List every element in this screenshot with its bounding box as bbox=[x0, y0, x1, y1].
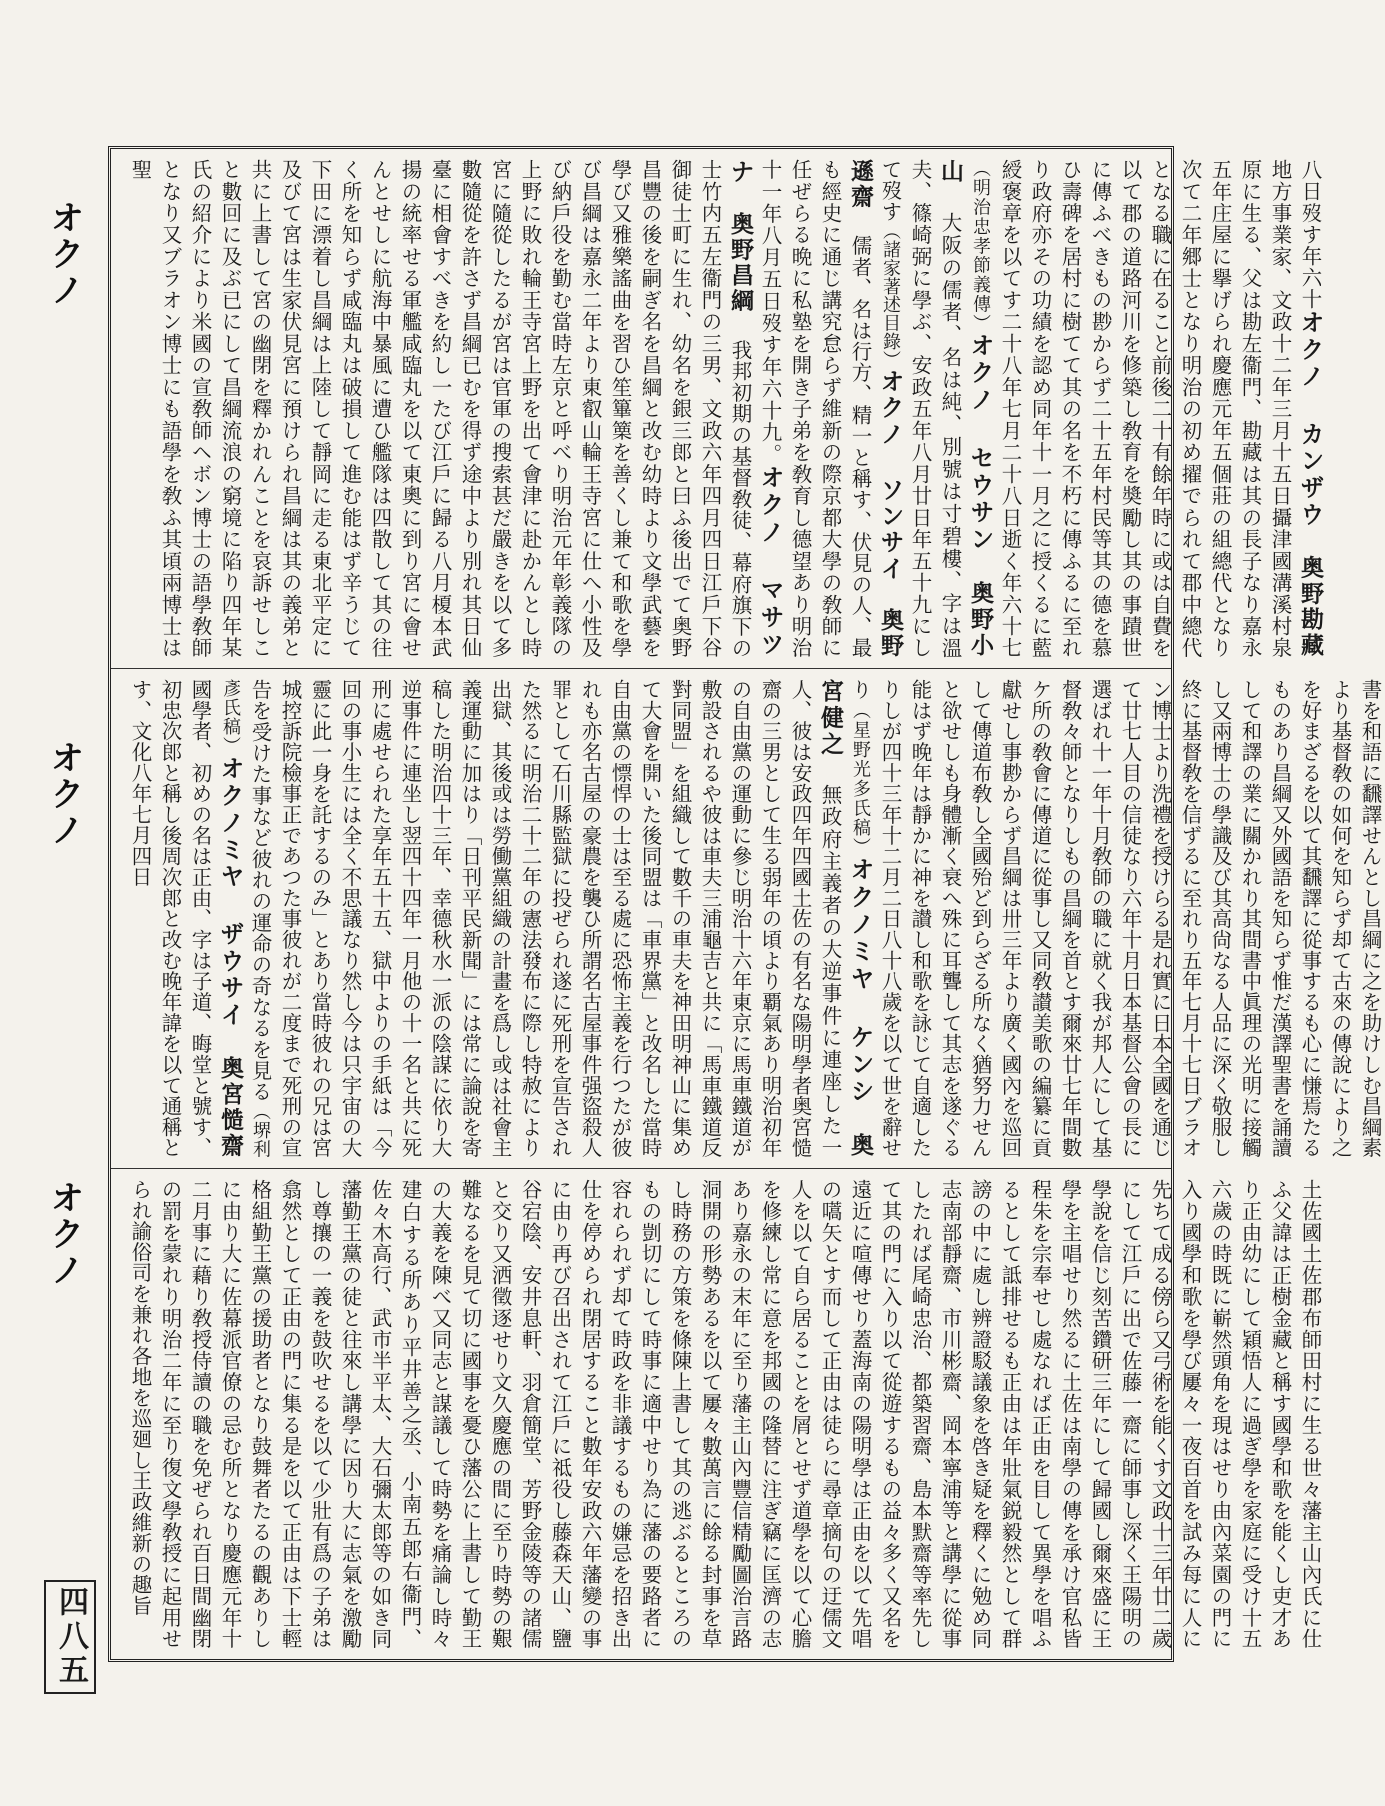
entry-source-note: （明治忠孝節義傳） bbox=[970, 159, 991, 334]
entry-body: 無政府主義者の大逆事件に連座した一人、彼は安政四年四國土佐の有名な陽明學者奥宮慥齋の三男として生る弱年の頃より覇氣あり明治初年の自由黨の運動に參じ明治十六年東京に馬車鐵道が敷設されるや彼は車夫三浦龜吉と共に「馬車鐵道反對同盟」を組織して數千の車夫を神田明神山に集めて大會を開いた後同盟は「車界黨」と改名した當時自由黨の慓悍の士は至る處に恐怖主義を行つたが彼れも亦名古屋の豪農を襲ひ所謂名古屋事件强盜殺人罪として石川縣監獄に投ぜられ遂に死刑を宣告された然るに明治二十二年の憲法發布に際し特赦により出獄、其後或は勞働黨組織の計畫を爲し或は社會主義運動に加はり「日刊平民新聞」には常に論說を寄稿した明治四十三年、幸德秋水一派の陰謀に依り大逆事件に連坐し翌四十四年一月他の十一名と共に死刑に處せられた享年五十五、獄中よりの手紙は「今回の事小生には全く不思議なり然し今は只宇宙の大靈に此一身を託するのみ」とあり當時彼れの兄は宮城控訴院檢事正であつた事彼れが二度まで死刑の宣告を受けた事など彼れの運命の奇なるを見る bbox=[248, 679, 842, 1158]
running-head-1: オクノ bbox=[44, 200, 84, 308]
entry-heading: オクノ セウサン bbox=[966, 333, 994, 581]
entry-heading: オクノ ソンサイ bbox=[876, 368, 904, 608]
entry-source-note: （星野光多氏稿） bbox=[850, 701, 871, 857]
entry-person-name: 奥宮慥齋 bbox=[217, 1055, 244, 1184]
biography-entry bbox=[968, 159, 1322, 683]
biography-entry bbox=[1298, 159, 1322, 310]
biography-entry bbox=[218, 679, 872, 1158]
entry-heading: オクノ マサツナ bbox=[726, 159, 784, 659]
text-band-bottom bbox=[111, 1169, 1322, 1659]
entry-body: 儒者、名は行方、精一と稱す、伏見の人、最も經史に通じ講究怠らず維新の際京都大學の敎師に任ぜらる晩に私塾を開き子弟を敎育し德望あり明治十一年八月五日歿す年六十九。 bbox=[758, 159, 872, 659]
page-number: 四八五 bbox=[44, 1580, 96, 1694]
column-block-bottom bbox=[125, 1179, 1325, 1649]
entry-body: 書を和語に飜譯せんとし昌綱に之を助けしむ昌綱素より基督敎の如何を知らず却て古來の傳說により之を好まざるを以て其飜譯に從事するも心に慊焉たるものあり昌綱又外國語を知らず惟だ漢譯聖書を誦讀して和譯の業に關かれり其間書中眞理の光明に接觸し又兩博士の學識及び其高尙なる人品に深く敬服し終に基督敎を信ずるに至れり五年七月十七日ブラオン博士より洗禮を授けらる是れ實に日本全國を通じて廿七人目の信徒なり六年十月日本基督公會の長に選ばれ十一年十月敎師の職に就く我が邦人にして基督敎々師となりしもの昌綱を首とす爾來廿七年間數ケ所の敎會に傳道に從事し又同敎讃美歌の編纂に貢獻せし事尠からず昌綱は卅三年より廣く國內を巡回して傳道布敎し全國殆ど到らざる所なく猶努力せんと欲せしも身體漸く衰へ殊に耳聾して其志を遂ぐる能はず晚年は靜かに神を讃し和歌を詠じて自適したりしが四十三年十二月二日八十八歲を以て世を辭せり bbox=[848, 679, 1382, 1158]
entry-source-note: （諸家著述目錄） bbox=[880, 221, 901, 369]
column-block-middle bbox=[125, 679, 1385, 1184]
entry-heading: オクノミヤ ケンシ bbox=[846, 857, 874, 1133]
biography-entry bbox=[848, 679, 1382, 1158]
entry-source-note: （堺利彥氏稿） bbox=[220, 679, 271, 1158]
text-frame bbox=[108, 146, 1382, 1662]
entry-person-name: 奥野小山 bbox=[937, 159, 994, 659]
column-block-top bbox=[125, 159, 1325, 684]
entry-heading: オクノミヤ ザウサイ bbox=[216, 755, 244, 1056]
biography-entry bbox=[128, 1179, 1322, 1649]
running-head-3: オクノ bbox=[44, 1180, 84, 1288]
biography-entry bbox=[128, 159, 782, 658]
text-band-middle bbox=[111, 669, 1382, 1184]
text-band-top bbox=[111, 149, 1324, 684]
running-head-2: オクノ bbox=[44, 740, 84, 848]
entry-body: 大阪の儒者、名は純、別號は寸碧樓、字は溫夫、篠崎弼に學ぶ、安政五年八月廿日年五十九にして歿す bbox=[878, 159, 962, 659]
entry-person-name: 奥宮健之 bbox=[817, 679, 874, 1158]
entry-heading: オクノ カンザウ bbox=[1296, 310, 1324, 556]
entry-body: 我邦初期の基督敎徒、幕府旗下の士竹内五左衞門の三男、文政六年四月四日江戶下谷御徒士町に生れ、幼名を銀三郎と曰ふ後出でて奥野昌豐の後を嗣ぎ名を昌綱と改む幼時より文學武藝を學び又雅樂謠曲を習ひ笙篳篥を善くし兼て和歌を學び昌綱は嘉永二年より東叡山輪王寺宮に仕へ小性及び納戶役を勤む當時左京と呼べり明治元年彰義隊の上野に敗れ輪王寺宮上野を出て會津に赴かんとし時宮に隨從したるが宮は官軍の搜索甚だ嚴きを以て多數隨從を許さず昌綱已むを得ず途中より別れ其日仙臺に相會すべきを約し一たび江戶に歸る八月榎本武揚の統率せる軍艦咸臨丸を以て東奧に到り宮に會せんとせしに航海中暴風に遭ひ艦隊は四散して其の往く所を知らず咸臨丸は破損して進む能はず辛うじて下田に漂着し昌綱は上陸して靜岡に走る東北平定に及びて宮は生家伏見宮に預けられ昌綱は其の義弟と共に上書して宮の幽閉を釋かれんことを哀訴せしこと數回に及ぶ已にして昌綱流浪の窮境に陷り四年某氏の紹介により米國の宣敎師ヘボン博士の語學敎師となり又ブラオン博士にも語學を敎ふ其頃兩博士は聖 bbox=[128, 159, 752, 659]
entry-body: 地方事業家、文政十二年三月十五日攝津國溝溪村泉原に生る、父は勘左衞門、勘藏は其の長子なり嘉永五年庄屋に擧げられ慶應元年五個莊の組總代となり次て二年郷士となり明治の初め擢でられて郡中總代となる職に在ること前後二十有餘年時に或は自費を以て郡の道路河川を修築し敎育を奬勵し其の事蹟世に傳ふべきもの尠からず二十五年村民等其の德を慕ひ壽碑を居村に樹てて其の名を不朽に傳ふるに至れり政府亦その功績を認め同年十一月之に授くるに藍綬褒章を以てす二十八年七月二十八日逝く年六十七 bbox=[998, 159, 1292, 658]
entry-body: 八日歿す年六十 bbox=[1298, 159, 1322, 311]
entry-person-name: 奥野遜齋 bbox=[847, 159, 904, 658]
entry-person-name: 奥野昌綱 bbox=[727, 211, 754, 340]
entry-body: 國學者、初めの名は正由、字は子道、晦堂と號す、初忠次郎と稱し後周次郎と改む晚年諱を以て通稱とす、文化八年七月四日 bbox=[128, 679, 212, 1158]
entry-person-name: 奥野勘藏 bbox=[1297, 555, 1324, 684]
entry-body: 土佐國土佐郡布師田村に生る世々藩主山內氏に仕ふ父諱は正樹金藏と稱す國學和歌を能くし吏才あり正由幼にして穎悟人に過ぎ學を家庭に受け十五六歲の時既に嶄然頭角を現はせり由內菜園の門に入り國學和歌を學び屢々一夜百首を試み每に人に先ちて成る傍ら又弓術を能くす文政十三年廿二歲にして江戶に出で佐藤一齋に師事し深く王陽明の學說を信じ刻苦鑽研三年にして歸國し爾來盛に王學を主唱せり然るに土佐は南學の傳を承け官私皆程朱を宗奉せし處なれば正由を目して異學を唱ふるとして詆排せるも正由は年壯氣鋭毅然として群謗の中に處し辨證駁議象を啓き疑を釋くに勉め同志南部靜齋、市川彬齋、岡本寧浦等と講學に從事したれば尾崎忠治、都築習齋、島本默齋等率先して其の門に入り以て從遊するもの益々多く又名を遠近に喧傳せり蓋海南の陽明學は正由を以て先唱の嚆矢とす而して正由は徒らに尋章摘句の迂儒文人を以て自ら居ることを屑とせず道學を以て心膽を修練し常に意を邦國の隆替に注ぎ竊に匡濟の志あり嘉永の末年に至り藩主山內豐信精勵圖治言路洞開の形勢あるを以て屢々數萬言に餘る封事を草し時務の方策を條陳上書して其の逃ぶるところのもの剴切にして時事に適中せり為に藩の要路者に容れられず却て時政を非議するもの嫌忌を招き出仕を停められ閉居すること數年安政六年藩變の事に由り再び召出されて江戶に祗役し藤森天山、鹽谷宕陰、安井息軒、羽倉簡堂、芳野金陵等の諸儒と交り又洒徵逐せり文久慶應の間に至り時勢の艱難なるを見て切に國事を憂ひ藩公に上書して勤王の大義を陳べ又同志と謀議して時勢を痛論し時々建白する所あり平井善之丞、小南五郎右衞門、佐々木高行、武市半平太、大石彌太郎等の如き同藩勤王黨の徒と往來し講學に因り大に志氣を激勵し尊攘の一義を鼓吹せるを以て少壯有爲の子弟は翕然として正由の門に集る是を以て正由は下士輕格組勤王黨の援助者となり鼓舞者たるの觀ありしに由り大に佐幕派官僚の忌む所となり慶應元年十二月事に藉り敎授侍讀の職を免ぜられ百日間幽閉の罰を蒙れり明治二年に至り復文學敎授に起用せられ諭俗司を兼れ各地を巡廻し王政維新の趣旨 bbox=[128, 1179, 1322, 1649]
